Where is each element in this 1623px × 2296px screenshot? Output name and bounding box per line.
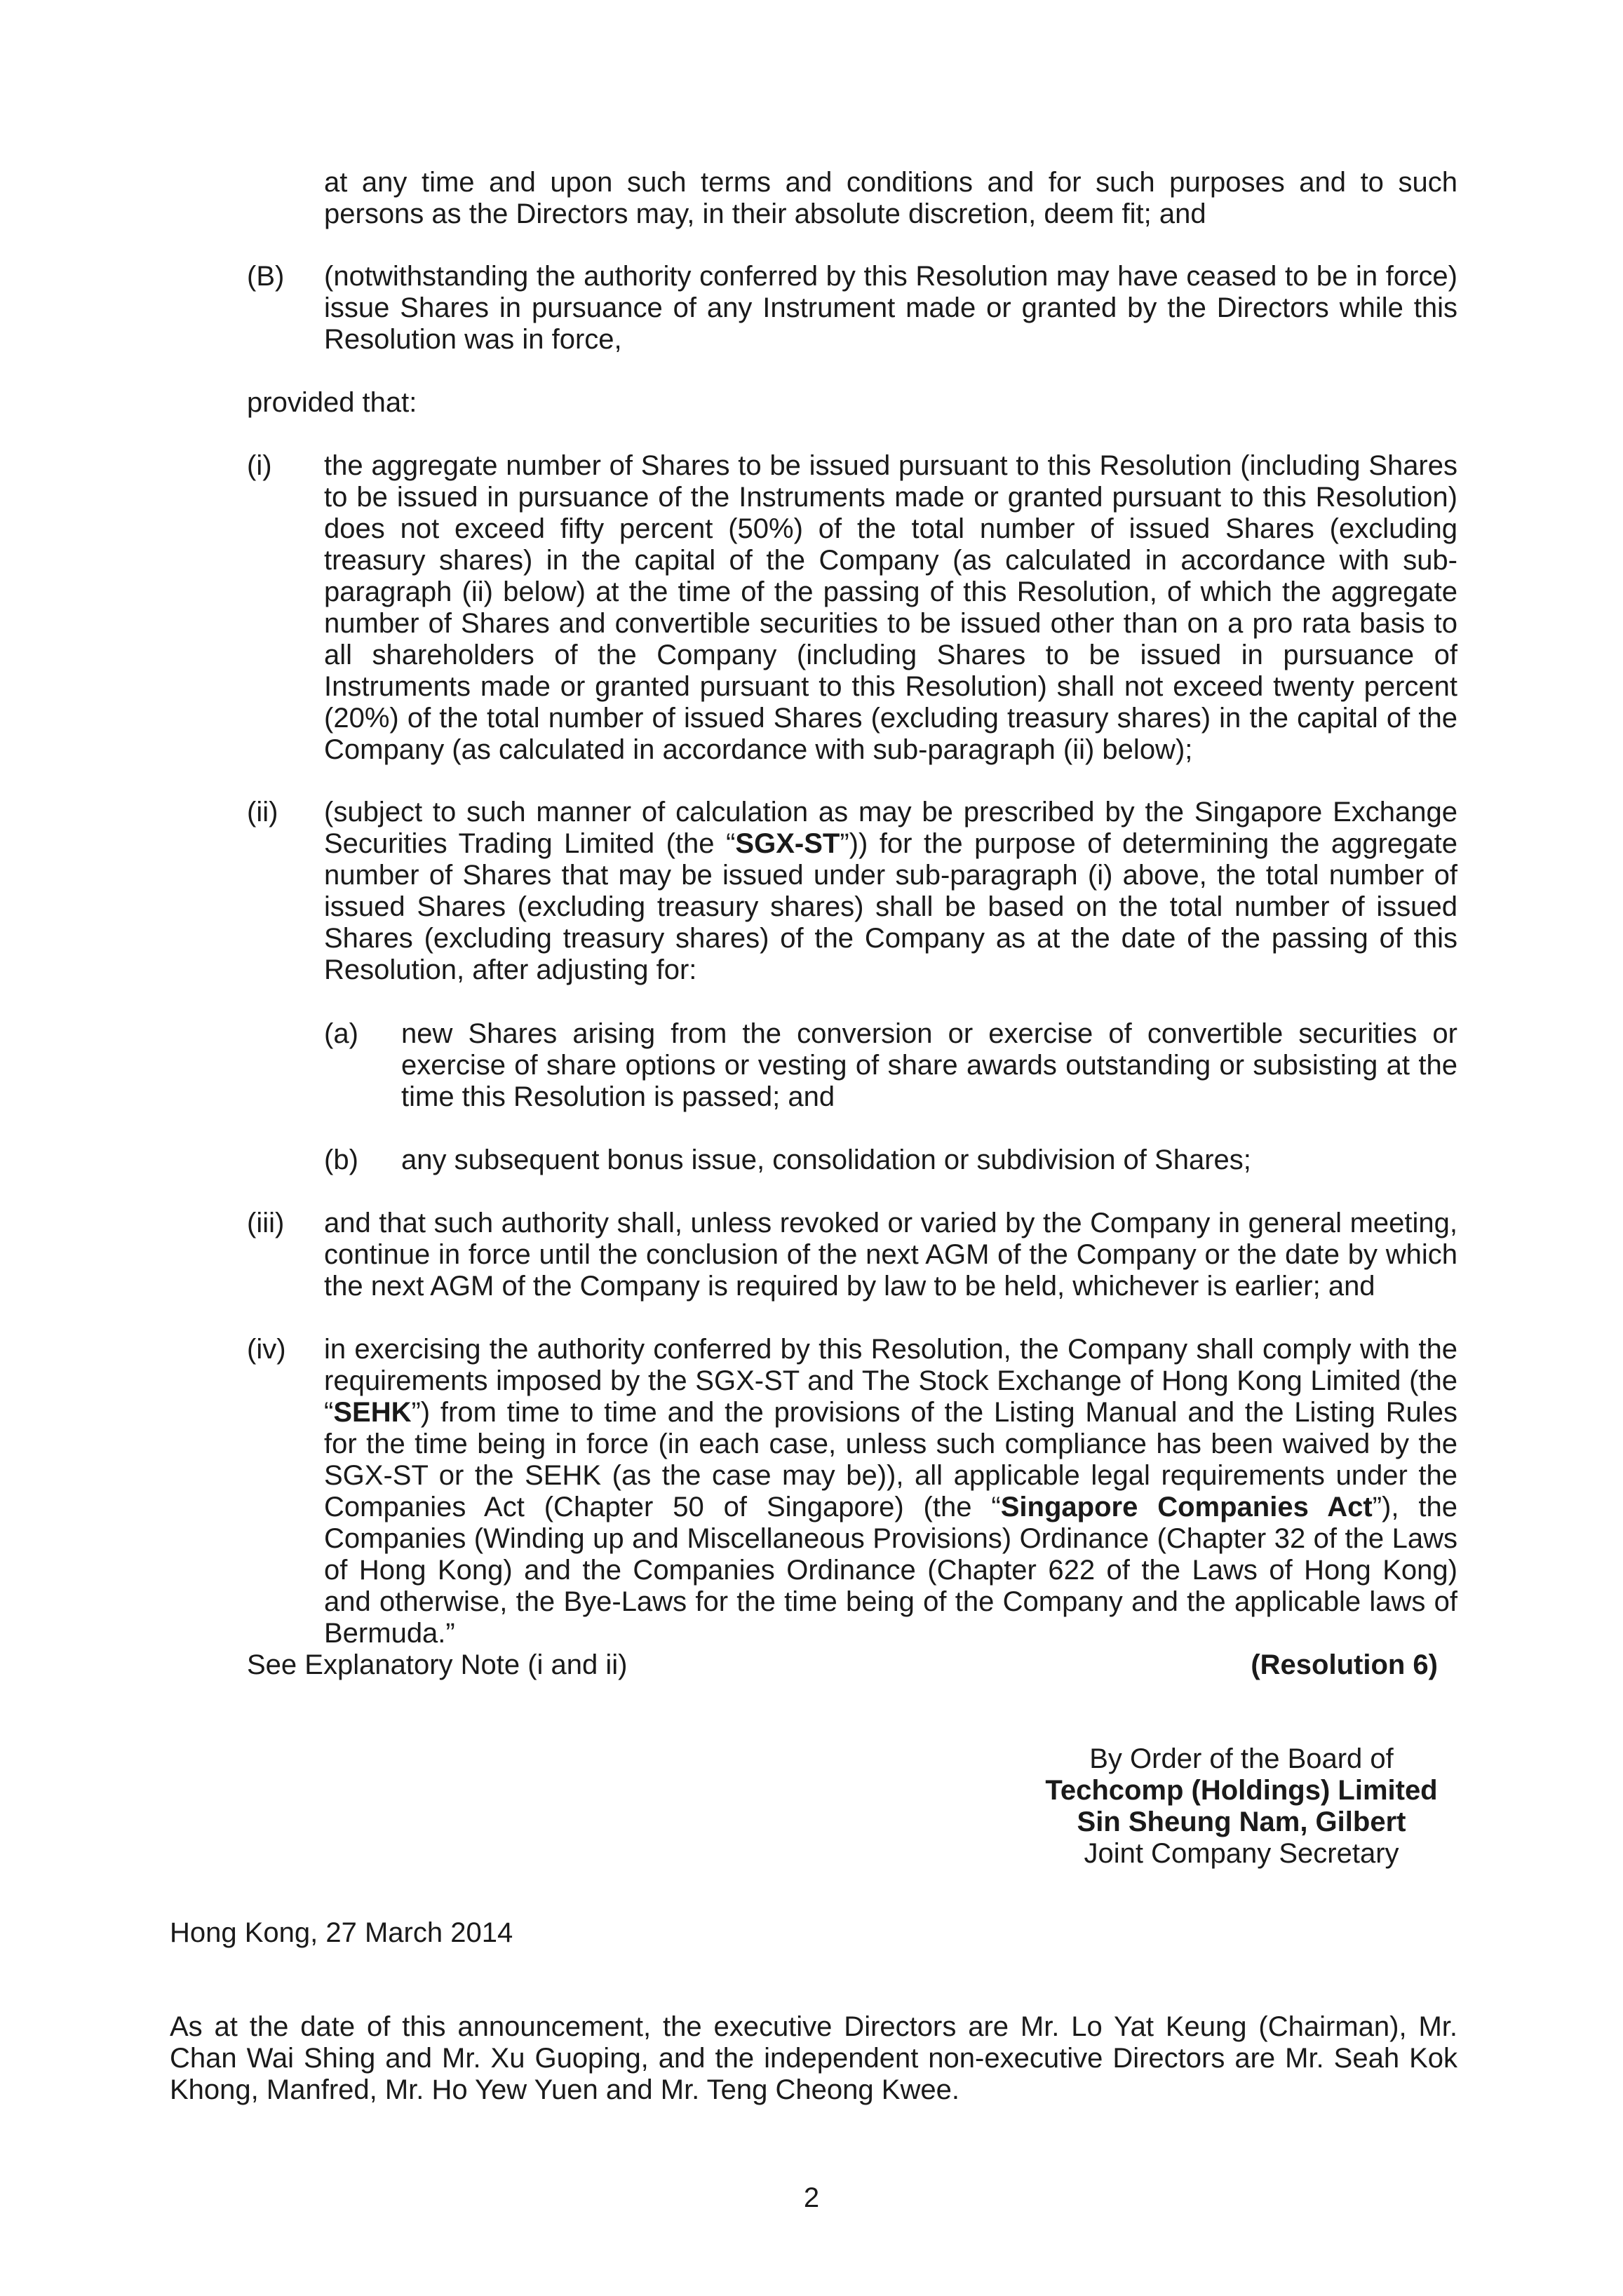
sehk-term: SEHK	[333, 1397, 412, 1428]
intro-continuation-paragraph: at any time and upon such terms and conditions and for such purposes and to such persons as the Directors may, in their absolute discretion, deem fit; and	[324, 167, 1457, 229]
signature-block	[1024, 1743, 1459, 1870]
provided-that-text: provided that:	[247, 387, 417, 418]
item-iv-text-part2: ”) from time to time and the provisions of the Listing Manual and the Listing Rules for the time being in force (in each case, unless such compliance has been waived by the SGX-ST or the SEHK (as the case may be)), all applicable legal requirements under the Companies Act (Chapter 50 of Singapore) (the “	[324, 1397, 1457, 1522]
explanatory-note: See Explanatory Note (i and ii)	[247, 1649, 628, 1680]
item-a-label: (a)	[324, 1018, 358, 1049]
item-ii-text	[324, 797, 1457, 986]
item-b-upper-label: (B)	[247, 261, 285, 292]
item-ii-label: (ii)	[247, 797, 278, 828]
item-ii-text-before: (subject to such manner of calculation as may be prescribed by the Singapore Exchange Securities Trading Limited (the “	[324, 797, 1457, 859]
singapore-companies-act-term: Singapore Companies Act	[1000, 1492, 1373, 1522]
item-i-text: the aggregate number of Shares to be issued pursuant to this Resolution (including Shares to be issued in pursuance of the Instruments made or granted pursuant to this Resolution) does not exceed fifty percent (50%) of the total number of issued Shares (excluding treasury shares) in the capital of the Company (as calculated in accordance with sub-paragraph (ii) below) at the time of the passing of this Resolution, of which the aggregate number of Shares and convertible securities to be issued other than on a pro rata basis to all shareholders of the Company (including Shares to be issued in pursuance of Instruments made or granted pursuant to this Resolution) shall not exceed twenty percent (20%) of the total number of issued Shares (excluding treasury shares) in the capital of the Company (as calculated in accordance with sub-paragraph (ii) below);	[324, 450, 1457, 765]
item-iii-text: and that such authority shall, unless revoked or varied by the Company in general meeting, continue in force until the conclusion of the next AGM of the Company or the date by which the next AGM of the Company is required by law to be held, whichever is earlier; and	[324, 1208, 1457, 1302]
sgx-st-term: SGX-ST	[735, 828, 840, 859]
place-date: Hong Kong, 27 March 2014	[170, 1917, 513, 1948]
item-b-lower-text: any subsequent bonus issue, consolidation or subdivision of Shares;	[401, 1144, 1251, 1175]
item-iv-label: (iv)	[247, 1334, 286, 1365]
item-iv-text	[324, 1334, 1457, 1649]
item-iv-text-part3: ”), the Companies (Winding up and Miscellaneous Provisions) Ordinance (Chapter 32 of the Laws of Hong Kong) and the Companies Ordinance (Chapter 622 of the Laws of Hong Kong) and otherwise, the Bye-Laws for the time being of the Company and the applicable laws of Bermuda.”	[324, 1492, 1458, 1649]
item-a-text: new Shares arising from the conversion or exercise of convertible securities or exercise of share options or vesting of share awards outstanding or subsisting at the time this Resolution is passed; and	[401, 1018, 1457, 1112]
signature-company: Techcomp (Holdings) Limited	[1045, 1775, 1438, 1806]
item-iii-label: (iii)	[247, 1208, 285, 1238]
resolution-label: (Resolution 6)	[1251, 1649, 1438, 1680]
signature-name: Sin Sheung Nam, Gilbert	[1077, 1807, 1406, 1837]
item-i-label: (i)	[247, 450, 272, 481]
page-number: 2	[803, 2182, 820, 2213]
item-iv-text-part1: in exercising the authority conferred by this Resolution, the Company shall comply with the requirements imposed by the SGX-ST and The Stock Exchange of Hong Kong Limited (the “	[324, 1334, 1457, 1428]
signature-title: Joint Company Secretary	[1084, 1838, 1399, 1869]
signature-order-line: By Order of the Board of	[1089, 1743, 1394, 1774]
item-ii-text-after: ”)) for the purpose of determining the aggregate number of Shares that may be issued under sub-paragraph (i) above, the total number of issued Shares (excluding treasury shares) shall be based on the total number of issued Shares (excluding treasury shares) of the Company as at the date of the passing of this Resolution, after adjusting for:	[324, 828, 1458, 985]
directors-statement: As at the date of this announcement, the executive Directors are Mr. Lo Yat Keung (Chairman), Mr. Chan Wai Shing and Mr. Xu Guoping, and the independent non-executive Directors are Mr. Seah Kok Khong, Manfred, Mr. Ho Yew Yuen and Mr. Teng Cheong Kwee.	[170, 2011, 1457, 2105]
item-b-upper-text: (notwithstanding the authority conferred by this Resolution may have ceased to be in force) issue Shares in pursuance of any Instrument made or granted by the Directors while this Resolution was in force,	[324, 261, 1457, 355]
item-b-lower-label: (b)	[324, 1144, 358, 1175]
